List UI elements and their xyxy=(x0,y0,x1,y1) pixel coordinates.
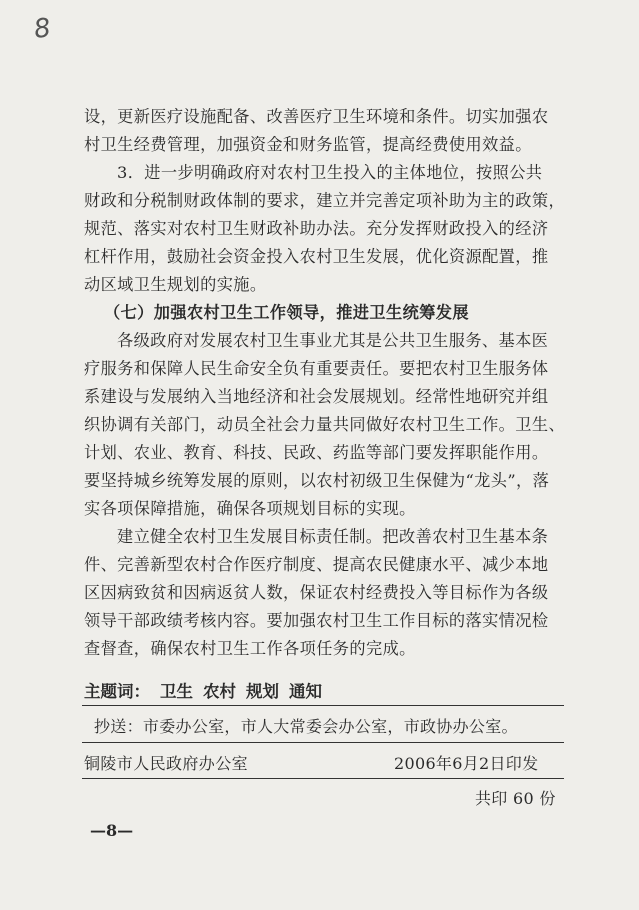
divider-line xyxy=(82,705,564,706)
subject-keywords xyxy=(84,678,332,702)
print-copies: 共印 60 份 xyxy=(475,789,556,808)
paragraph-line: 杠杆作用，鼓励社会资金投入农村卫生发展，优化资源配置，推 xyxy=(84,247,549,266)
paragraph-line: 村卫生经费管理，加强资金和财务监管，提高经费使用效益。 xyxy=(84,135,532,154)
handwritten-page-mark: 8 xyxy=(31,12,53,46)
page-number: —8— xyxy=(90,821,134,840)
paragraph-line: 规范、落实对农村卫生财政补助办法。充分发挥财政投入的经济 xyxy=(84,219,549,238)
keyword-term: 规划 xyxy=(246,682,279,701)
paragraph-line: 要坚持城乡统筹发展的原则，以农村初级卫生保健为“龙头”，落 xyxy=(84,471,550,490)
paragraph-line: 动区域卫生规划的实施。 xyxy=(84,275,267,294)
paragraph-line: 财政和分税制财政体制的要求，建立并完善定项补助为主的政策， xyxy=(84,191,566,210)
paragraph-line: 各级政府对发展农村卫生事业尤其是公共卫生服务、基本医 xyxy=(117,331,549,350)
body-text xyxy=(84,103,570,663)
paragraph-line: 设，更新医疗设施配备、改善医疗卫生环境和条件。切实加强农 xyxy=(84,107,549,126)
divider-line xyxy=(82,778,564,779)
issuing-office: 铜陵市人民政府办公室 xyxy=(84,754,249,773)
issue-date: 2006年6月2日印发 xyxy=(394,754,539,773)
keywords-label: 主题词： xyxy=(84,682,150,701)
paragraph-line: 领导干部政绩考核内容。要加强农村卫生工作目标的落实情况检 xyxy=(84,611,549,630)
paragraph-line: 3．进一步明确政府对农村卫生投入的主体地位，按照公共 xyxy=(117,163,543,182)
paragraph-line: 系建设与发展纳入当地经济和社会发展规划。经常性地研究并组 xyxy=(84,387,549,406)
paragraph-line: 件、完善新型农村合作医疗制度、提高农民健康水平、减少本地 xyxy=(84,555,549,574)
paragraph-line: 查督查，确保农村卫生工作各项任务的完成。 xyxy=(84,639,416,658)
paragraph-line: 区因病致贫和因病返贫人数，保证农村经费投入等目标作为各级 xyxy=(84,583,549,602)
cc-recipients: 抄送：市委办公室，市人大常委会办公室，市政协办公室。 xyxy=(94,717,518,736)
keyword-term: 卫生 xyxy=(160,682,193,701)
paragraph-line: 实各项保障措施，确保各项规划目标的实现。 xyxy=(84,499,416,518)
divider-line xyxy=(82,742,564,743)
paragraph-line: 织协调有关部门，动员全社会力量共同做好农村卫生工作。卫生、 xyxy=(84,415,566,434)
paragraph-line: 建立健全农村卫生发展目标责任制。把改善农村卫生基本条 xyxy=(117,527,549,546)
paragraph-line: 疗服务和保障人民生命安全负有重要责任。要把农村卫生服务体 xyxy=(84,359,549,378)
keyword-term: 通知 xyxy=(289,682,322,701)
section-heading: （七）加强农村卫生工作领导，推进卫生统筹发展 xyxy=(104,303,469,322)
paragraph-line: 计划、农业、教育、科技、民政、药监等部门要发挥职能作用。 xyxy=(84,443,549,462)
keyword-term: 农村 xyxy=(203,682,236,701)
